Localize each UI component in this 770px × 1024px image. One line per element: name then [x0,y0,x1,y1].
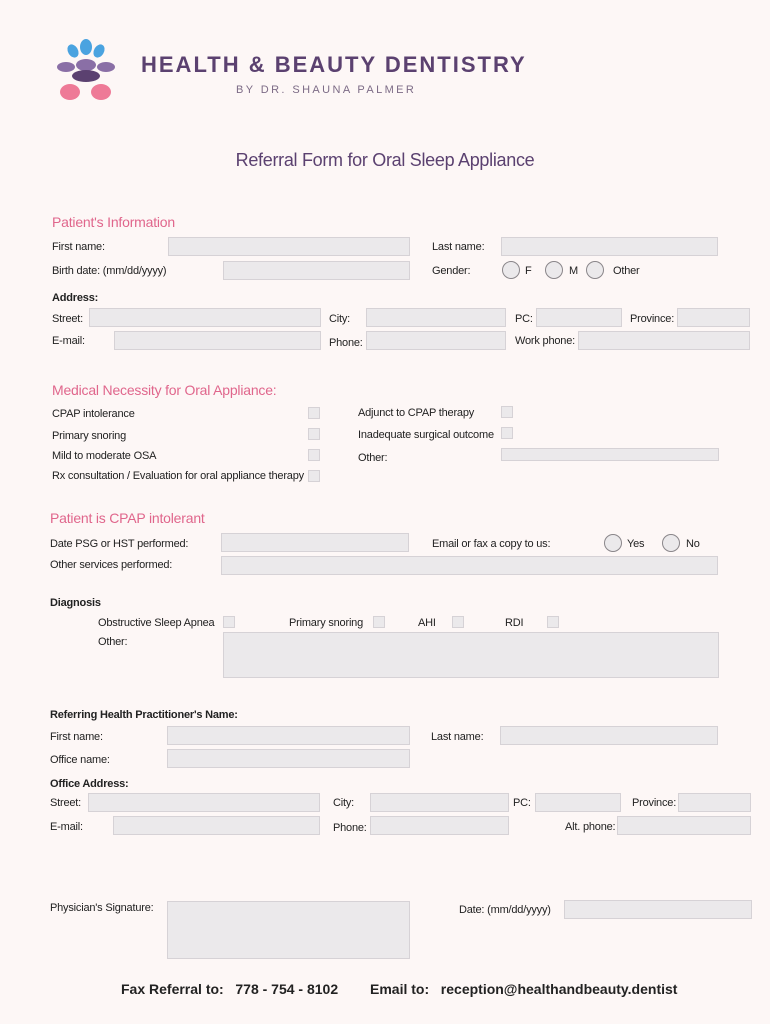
brand-tagline: BY DR. SHAUNA PALMER [236,84,417,96]
medical-item-rx-consultation: Rx consultation / Evaluation for oral appliance therapy [52,470,304,482]
patient-first-name-label: First name: [52,241,105,253]
diagnosis-item-osa: Obstructive Sleep Apnea [98,617,215,629]
office-street-field[interactable] [88,793,320,812]
office-province-field[interactable] [678,793,751,812]
signature-date-field[interactable] [564,900,752,919]
office-province-label: Province: [632,797,677,809]
section-medical-necessity: Medical Necessity for Oral Appliance: [52,382,277,398]
email-copy-no-radio[interactable] [662,534,680,552]
patient-first-name-field[interactable] [168,237,410,256]
gender-m-radio[interactable] [545,261,563,279]
diagnosis-item-ahi: AHI [418,617,436,629]
office-alt-phone-field[interactable] [617,816,751,835]
birth-date-field[interactable] [223,261,410,280]
practitioner-last-name-label: Last name: [431,731,484,743]
email-copy-yes-radio[interactable] [604,534,622,552]
office-pc-field[interactable] [535,793,621,812]
diagnosis-checkbox-ahi[interactable] [452,616,464,628]
signature-field[interactable] [167,901,410,959]
patient-phone-field[interactable] [366,331,506,350]
date-psg-field[interactable] [221,533,409,552]
email-label: Email to: [370,981,430,997]
patient-email-label: E-mail: [52,335,85,347]
patient-pc-field[interactable] [536,308,622,327]
diagnosis-other-field[interactable] [223,632,719,678]
office-address-heading: Office Address: [50,778,129,790]
medical-checkbox-inadequate-surgical[interactable] [501,427,513,439]
office-email-field[interactable] [113,816,320,835]
email-copy-yes-label: Yes [627,538,645,550]
office-city-field[interactable] [370,793,509,812]
patient-province-label: Province: [630,313,675,325]
address-heading: Address: [52,292,99,304]
practitioner-last-name-field[interactable] [500,726,718,745]
patient-work-phone-field[interactable] [578,331,750,350]
patient-phone-label: Phone: [329,337,363,349]
office-city-label: City: [333,797,355,809]
section-cpap-intolerant: Patient is CPAP intolerant [50,510,205,526]
patient-city-label: City: [329,313,351,325]
birth-date-label: Birth date: (mm/dd/yyyy) [52,265,167,277]
email-address[interactable]: reception@healthandbeauty.dentist [440,981,678,997]
form-title: Referral Form for Oral Sleep Appliance [235,150,535,170]
office-name-label: Office name: [50,754,110,766]
medical-checkbox-adjunct-cpap[interactable] [501,406,513,418]
other-services-field[interactable] [221,556,718,575]
medical-checkbox-mild-osa[interactable] [308,449,320,461]
office-name-field[interactable] [167,749,410,768]
diagnosis-checkbox-rdi[interactable] [547,616,559,628]
office-phone-label: Phone: [333,822,367,834]
gender-m-label: M [569,265,578,277]
practitioner-heading: Referring Health Practitioner's Name: [50,709,238,721]
medical-item-primary-snoring: Primary snoring [52,430,127,442]
medical-item-adjunct-cpap: Adjunct to CPAP therapy [358,407,475,419]
medical-checkbox-primary-snoring[interactable] [308,428,320,440]
office-alt-phone-label: Alt. phone: [565,821,616,833]
practitioner-first-name-field[interactable] [167,726,410,745]
fax-referral [121,981,338,997]
medical-item-inadequate-surgical: Inadequate surgical outcome [358,429,494,441]
signature-label: Physician's Signature: [50,902,154,914]
medical-item-cpap-intolerance: CPAP intolerance [52,408,135,420]
fax-label: Fax Referral to: [121,981,224,997]
medical-checkbox-rx-consultation[interactable] [308,470,320,482]
diagnosis-item-primary-snoring: Primary snoring [289,617,364,629]
office-email-label: E-mail: [50,821,83,833]
office-street-label: Street: [50,797,82,809]
medical-other-label: Other: [358,452,388,464]
logo-icon [48,38,128,106]
diagnosis-other-label: Other: [98,636,128,648]
date-psg-label: Date PSG or HST performed: [50,538,189,550]
fax-number: 778 - 754 - 8102 [235,981,339,997]
diagnosis-checkbox-osa[interactable] [223,616,235,628]
diagnosis-item-rdi: RDI [505,617,524,629]
patient-street-field[interactable] [89,308,321,327]
office-phone-field[interactable] [370,816,509,835]
medical-item-mild-osa: Mild to moderate OSA [52,450,157,462]
gender-other-label: Other [613,265,640,277]
patient-street-label: Street: [52,313,84,325]
patient-work-phone-label: Work phone: [515,335,575,347]
brand-name: HEALTH & BEAUTY DENTISTRY [141,52,527,77]
diagnosis-checkbox-primary-snoring[interactable] [373,616,385,628]
email-copy-label: Email or fax a copy to us: [432,538,551,550]
email-copy-no-label: No [686,538,700,550]
gender-other-radio[interactable] [586,261,604,279]
diagnosis-heading: Diagnosis [50,597,101,609]
patient-province-field[interactable] [677,308,750,327]
email-referral [370,981,677,997]
patient-last-name-field[interactable] [501,237,718,256]
gender-f-radio[interactable] [502,261,520,279]
other-services-label: Other services performed: [50,559,173,571]
patient-city-field[interactable] [366,308,506,327]
practitioner-first-name-label: First name: [50,731,103,743]
gender-f-label: F [525,265,532,277]
gender-label: Gender: [432,265,471,277]
medical-checkbox-cpap-intolerance[interactable] [308,407,320,419]
section-patient-info: Patient's Information [52,214,175,230]
patient-last-name-label: Last name: [432,241,485,253]
patient-pc-label: PC: [515,313,533,325]
office-pc-label: PC: [513,797,531,809]
patient-email-field[interactable] [114,331,321,350]
medical-other-field[interactable] [501,448,719,461]
signature-date-label: Date: (mm/dd/yyyy) [459,904,551,916]
